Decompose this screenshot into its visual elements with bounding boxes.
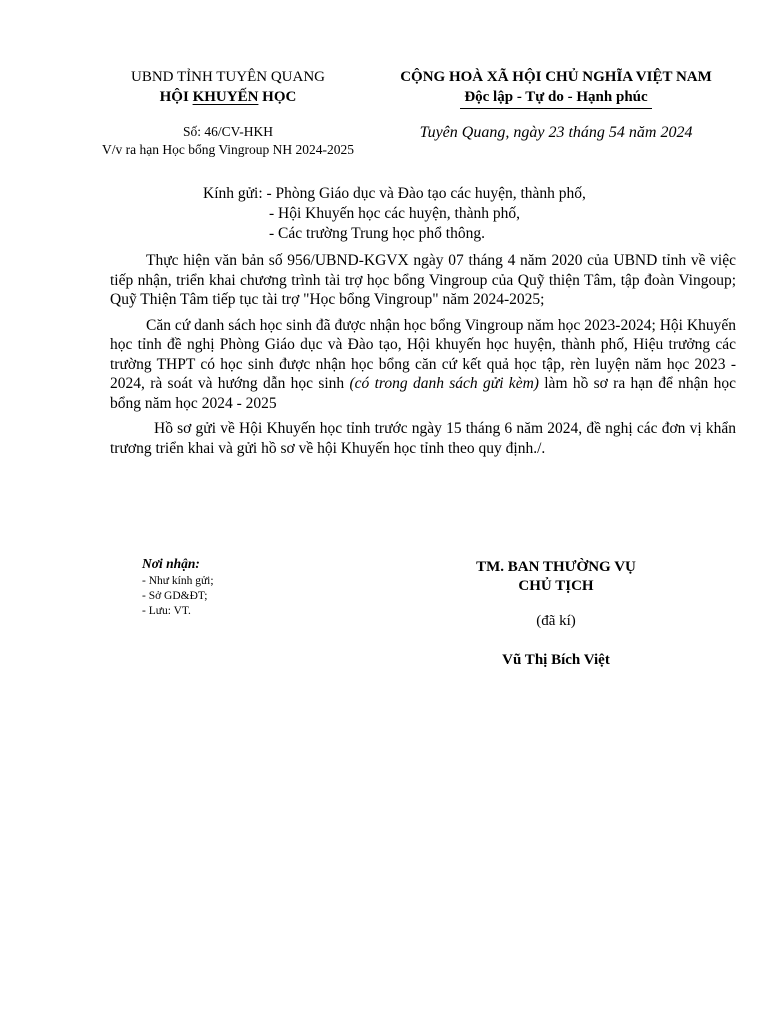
signature-signed: (đã kí) xyxy=(536,613,576,629)
doc-subject: V/v ra hạn Học bổng Vingroup NH 2024-2025 xyxy=(101,142,355,157)
receivers-title: Nơi nhận: xyxy=(142,556,200,571)
recipient-2: - Hội Khuyến học các huyện, thành phố, xyxy=(269,205,520,222)
body-paragraph-2-italic: (có trong danh sách gửi kèm) xyxy=(349,375,539,392)
body-paragraph-2-end: làm hồ sơ ra hạn để nhận học bổng năm học 2024 - 2025 xyxy=(110,375,737,412)
motto-underline xyxy=(460,108,652,109)
receiver-item: - Sở GD&ĐT; xyxy=(142,590,208,602)
receiver-item: - Như kính gửi; xyxy=(142,575,214,587)
recipient-3: - Các trường Trung học phổ thông. xyxy=(269,225,485,242)
signature-line-1: TM. BAN THƯỜNG VỤ xyxy=(476,559,636,575)
doc-number: Số: 46/CV-HKH xyxy=(183,124,273,139)
recipient-line-1 xyxy=(203,184,586,204)
body-paragraph-1: Thực hiện văn bản số 956/UBND-KGVX ngày 07 tháng 4 năm 2020 của UBND tỉnh về việc tiếp nhận, triển khai chương trình tài trợ học bổng Vingroup của Quỹ thiện Tâm, tập đoàn Vingoup; Quỹ Thiện Tâm tiếp tục tài trợ "Học bổng Vingroup" năm 2024-2025; xyxy=(110,252,736,308)
document-body xyxy=(110,251,736,464)
recipient-1: - Phòng Giáo dục và Đào tạo các huyện, thành phố, xyxy=(266,185,586,202)
recipients-label: Kính gửi: xyxy=(203,185,267,202)
org-name-post: HỌC xyxy=(258,89,297,105)
org-name-pre: HỘI xyxy=(159,89,193,105)
body-paragraph-3: Hồ sơ gửi về Hội Khuyến học tỉnh trước ngày 15 tháng 6 năm 2024, đề nghị các đơn vị khẩn trương triển khai và gửi hồ sơ về hội Khuyến học tỉnh theo quy định./. xyxy=(110,420,736,457)
org-name-underlined: KHUYẾN xyxy=(192,89,259,105)
receiver-item: - Lưu: VT. xyxy=(142,605,191,617)
signature-line-2: CHỦ TỊCH xyxy=(518,578,594,594)
recipients xyxy=(203,184,586,244)
signature-title xyxy=(440,558,672,596)
org-parent: UBND TỈNH TUYÊN QUANG xyxy=(130,69,326,85)
place-date: Tuyên Quang, ngày 23 tháng 54 năm 2024 xyxy=(419,124,693,141)
body-paragraph-2 xyxy=(110,316,736,414)
motto: Độc lập - Tự do - Hạnh phúc xyxy=(464,89,648,105)
signer-name: Vũ Thị Bích Việt xyxy=(502,652,610,668)
receivers-list xyxy=(142,574,214,619)
body-paragraph-2-start: Căn cứ danh sách học sinh đã được nhận học bổng Vingroup năm học 2023-2024; Hội Khuyến học tỉnh đề nghị Phòng Giáo dục và Đào tạo, Hội khuyến học huyện, thành phố, Hiệu trưởng các trường THPT có học sinh được nhận học bổng căn cứ kết quả học tập, rèn luyện năm học 2023 - 2024, rà soát và hướng dẫn học sinh xyxy=(110,316,736,392)
org-name xyxy=(100,88,356,106)
nation-title: CỘNG HOÀ XÃ HỘI CHỦ NGHĨA VIỆT NAM xyxy=(400,69,712,85)
